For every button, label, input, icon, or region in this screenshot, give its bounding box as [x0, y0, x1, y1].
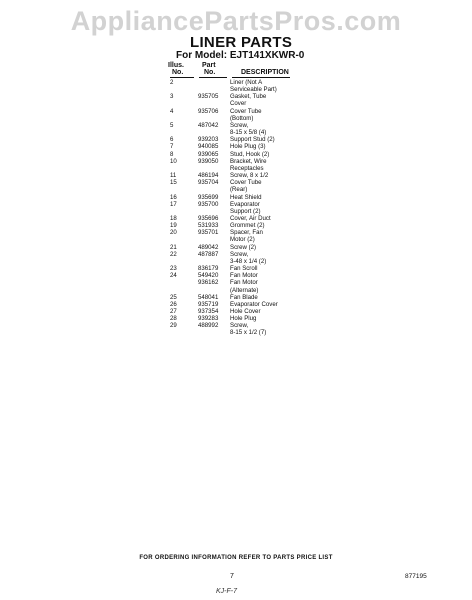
illus-number: 10 [170, 157, 177, 165]
table-row [170, 222, 310, 229]
illus-number: 3 [170, 93, 174, 101]
part-number: 836179 [198, 265, 219, 273]
part-number: 935719 [198, 300, 219, 308]
part-number: 939065 [198, 150, 219, 158]
part-number: 549420 [198, 272, 219, 280]
header-rule-description [232, 77, 290, 78]
part-description: Cover, Air Duct [230, 214, 271, 222]
table-row [170, 215, 310, 222]
part-number: 939050 [198, 157, 219, 165]
table-row [170, 151, 310, 158]
illus-number: 22 [170, 250, 177, 258]
part-description: Gasket, Tube [230, 93, 267, 101]
table-row [170, 136, 310, 143]
part-description: Fan Motor [230, 272, 258, 280]
table-row [170, 322, 310, 329]
illus-number: 2 [170, 79, 174, 86]
illus-number: 5 [170, 121, 174, 129]
table-row [170, 301, 310, 308]
part-description: Heat Shield [230, 193, 262, 201]
part-description: Screw, [230, 322, 249, 330]
parts-table [170, 79, 310, 337]
illus-number: 26 [170, 300, 177, 308]
table-row [170, 201, 310, 208]
part-number: 935701 [198, 229, 219, 237]
part-description: 8-15 x 1/2 (7) [230, 329, 267, 337]
part-number: 937354 [198, 308, 219, 315]
part-number: 488992 [198, 322, 219, 330]
illus-number: 4 [170, 107, 174, 115]
table-row [170, 172, 310, 179]
illus-number [170, 329, 198, 336]
part-description: Screw, [230, 121, 249, 129]
illus-number: 19 [170, 222, 177, 230]
part-description: (Bottom) [230, 114, 254, 122]
part-description: Stud, Hook (2) [230, 150, 270, 158]
part-description: 8-15 x 5/8 (4) [230, 129, 267, 137]
header-illus-line2: No. [172, 69, 184, 76]
page-number: 7 [230, 573, 234, 580]
part-description: (Rear) [230, 186, 248, 194]
table-row [170, 100, 310, 107]
table-row [170, 329, 310, 336]
page-title: LINER PARTS [190, 34, 293, 51]
illus-number: 6 [170, 136, 174, 144]
table-row [170, 108, 310, 115]
part-description: Support Stud (2) [230, 136, 275, 144]
part-number: 935704 [198, 179, 219, 187]
illus-number [170, 208, 198, 215]
table-row [170, 279, 310, 286]
table-row [170, 208, 310, 215]
part-number: 548041 [198, 293, 219, 301]
illus-number: 23 [170, 265, 177, 273]
part-number [198, 115, 230, 122]
table-row [170, 179, 310, 186]
table-row [170, 143, 310, 150]
table-row [170, 194, 310, 201]
part-number [198, 86, 230, 93]
illus-number: 28 [170, 315, 177, 323]
table-row [170, 186, 310, 193]
part-description: 3-48 x 1/4 (2) [230, 257, 267, 265]
part-description: Cover [230, 100, 247, 108]
illus-number [170, 186, 198, 193]
part-description: Receptacles [230, 164, 264, 172]
table-row [170, 236, 310, 243]
illus-number: 21 [170, 243, 177, 251]
table-row [170, 294, 310, 301]
part-description: Evaporator Cover [230, 300, 278, 308]
part-number: 935700 [198, 200, 219, 208]
document-code: 877195 [405, 573, 427, 580]
part-number: 487042 [198, 121, 219, 129]
part-number [198, 165, 230, 172]
part-number [198, 329, 230, 336]
table-row [170, 265, 310, 272]
model-label: For Model: EJT141XKWR-0 [176, 50, 305, 61]
table-row [170, 287, 310, 294]
part-number: 939203 [198, 136, 219, 144]
part-number [198, 100, 230, 107]
part-description: Cover Tube [230, 179, 262, 187]
part-description: Fan Blade [230, 293, 258, 301]
part-number: 935705 [198, 93, 219, 101]
illus-number [170, 100, 198, 107]
part-description: Fan Scroll [230, 265, 258, 273]
part-number: 486194 [198, 172, 219, 180]
header-part-line2: No. [204, 69, 216, 76]
table-row [170, 122, 310, 129]
illus-number: 16 [170, 193, 177, 201]
illus-number: 17 [170, 200, 177, 208]
part-description: Bracket, Wire [230, 157, 267, 165]
part-number: 487887 [198, 250, 219, 258]
part-number [198, 79, 230, 86]
illus-number: 15 [170, 179, 177, 187]
part-number [198, 129, 230, 136]
part-description: (Alternate) [230, 286, 259, 294]
illus-number: 25 [170, 293, 177, 301]
table-row [170, 229, 310, 236]
illus-number [170, 165, 198, 172]
part-number [198, 236, 230, 243]
part-description: Liner (Not A [230, 79, 263, 86]
part-number: 935696 [198, 214, 219, 222]
illus-number: 7 [170, 143, 174, 151]
part-description: Grommet (2) [230, 222, 265, 230]
table-row [170, 251, 310, 258]
part-number [198, 208, 230, 215]
header-part [200, 62, 216, 76]
part-description: Serviceable Part) [230, 86, 277, 94]
table-row [170, 86, 310, 93]
part-description: Screw, 8 x 1/2 [230, 172, 269, 180]
part-description: Screw, [230, 250, 249, 258]
table-row [170, 115, 310, 122]
part-description: Hole Cover [230, 308, 261, 315]
part-number: 531933 [198, 222, 219, 230]
header-part-line1: Part [202, 62, 216, 69]
table-row [170, 308, 310, 315]
table-row [170, 258, 310, 265]
table-row [170, 272, 310, 279]
part-number: 489042 [198, 243, 219, 251]
part-description: Evaporator [230, 200, 260, 208]
part-description: Hole Plug [230, 315, 257, 323]
illus-number: 20 [170, 229, 177, 237]
illus-number: 18 [170, 214, 177, 222]
illus-number [170, 129, 198, 136]
table-row [170, 315, 310, 322]
table-row [170, 165, 310, 172]
illus-number: 29 [170, 322, 177, 330]
handwritten-note: KJ-F-7 [216, 588, 237, 595]
part-number: 935706 [198, 107, 219, 115]
part-description: Spacer, Fan [230, 229, 263, 237]
illus-number [170, 279, 198, 286]
table-row [170, 93, 310, 100]
illus-number [170, 115, 198, 122]
part-description: Support (2) [230, 207, 261, 215]
part-description: Motor (2) [230, 236, 255, 244]
part-description: Hole Plug (3) [230, 143, 266, 151]
table-row [170, 244, 310, 251]
part-description: Cover Tube [230, 107, 262, 115]
part-number [198, 186, 230, 193]
header-rule-part [199, 77, 227, 78]
part-number [198, 258, 230, 265]
illus-number [170, 258, 198, 265]
part-number: 940085 [198, 143, 219, 151]
illus-number: 24 [170, 272, 177, 280]
illus-number [170, 86, 198, 93]
part-description: Screw (2) [230, 243, 257, 251]
watermark: AppliancePartsPros.com [70, 6, 402, 36]
header-illus-line1: Illus. [168, 62, 184, 69]
header-description: DESCRIPTION [241, 69, 289, 76]
illus-number: 8 [170, 150, 174, 158]
part-number [198, 287, 230, 294]
header-rule-illus [170, 77, 194, 78]
footer-note: FOR ORDERING INFORMATION REFER TO PARTS PRICE LIST [139, 555, 333, 561]
header-illus [168, 62, 184, 76]
table-row [170, 158, 310, 165]
part-number: 936162 [198, 279, 219, 287]
part-number: 935699 [198, 193, 219, 201]
table-row [170, 79, 310, 86]
illus-number [170, 236, 198, 243]
illus-number: 11 [170, 172, 177, 180]
part-number: 939283 [198, 315, 219, 323]
illus-number [170, 287, 198, 294]
part-description: Fan Motor [230, 279, 258, 287]
table-row [170, 129, 310, 136]
illus-number: 27 [170, 308, 177, 315]
